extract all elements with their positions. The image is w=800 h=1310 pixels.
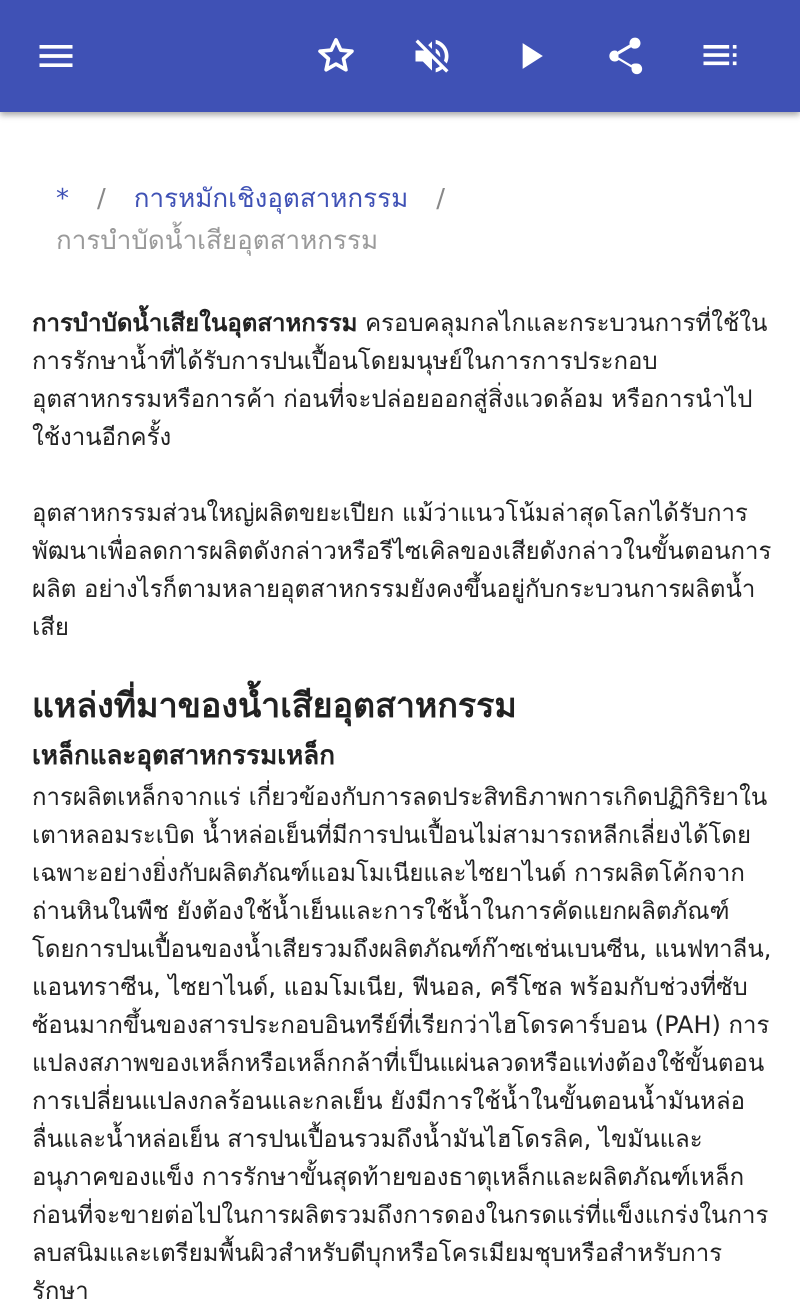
breadcrumb-separator: / <box>436 184 446 214</box>
paragraph: การผลิตเหล็กจากแร่ เกี่ยวข้องกับการลดประสิทธิภาพการเกิดปฏิกิริยาในเตาหลอมระเบิด น้ำหล่อเย็นที่มีการปนเปื้อนไม่สามารถหลีกเลี่ยงได้โดยเฉพาะอย่างยิ่งกับผลิตภัณฑ์แอมโมเนียและไซยาไนด์ การผลิตโค้กจากถ่านหินในพืช ยังต้องใช้น้ำเย็นและการใช้น้ำในการคัดแยกผลิตภัณฑ์ โดยการปนเปื้อนของน้ำเสียรวมถึงผลิตภัณฑ์ก๊าซเช่นเบนซีน, แนฟทาลีน, แอนทราซีน, ไซยาไนด์, แอมโมเนีย, ฟีนอล, ครีโซล พร้อมกับช่วงที่ซับซ้อนมากขึ้นของสารประกอบอินทรีย์ที่เรียกว่าไฮโดรคาร์บอน (PAH) การแปลงสภาพของเหล็กหรือเหล็กกล้าที่เป็นแผ่นลวดหรือแท่งต้องใช้ขั้นตอนการเปลี่ยนแปลงกลร้อนและกลเย็น ยังมีการใช้น้ำในขั้นตอนน้ำมันหล่อลื่นและน้ำหล่อเย็น สารปนเปื้อนรวมถึงน้ำมันไฮโดรลิค, ไขมันและอนุภาคของแข็ง การรักษาขั้นสุดท้ายของธาตุเหล็กและผลิตภัณฑ์เหล็กก่อนที่จะขายต่อไปในการผลิตรวมถึงการดองในกรดแร่ที่แข็งแกร่งในการลบสนิมและเตรียมพื้นผิวสำหรับดีบุกหรือโครเมียมชุบหรือสำหรับการรักษา <box>32 783 772 1305</box>
breadcrumb-current: การบำบัดน้ำเสียอุตสาหกรรม <box>56 226 379 256</box>
star-icon <box>314 34 358 78</box>
app-bar <box>0 0 800 112</box>
favorite-button[interactable] <box>308 28 364 84</box>
breadcrumb-root-link[interactable]: * <box>56 184 69 214</box>
play-icon <box>508 34 552 78</box>
share-button[interactable] <box>596 28 652 84</box>
mute-button[interactable] <box>404 28 460 84</box>
article-title-bold: การบำบัดน้ำเสียในอุตสาหกรรม <box>32 309 358 337</box>
contents-button[interactable] <box>692 28 748 84</box>
menu-icon <box>34 34 78 78</box>
breadcrumb-separator: / <box>97 184 106 214</box>
breadcrumb-parent-link[interactable]: การหมักเชิงอุตสาหกรรม <box>133 184 409 214</box>
section-heading: แหล่งที่มาของน้ำเสียอุตสาหกรรม <box>32 686 517 726</box>
breadcrumb <box>56 178 772 262</box>
article-content <box>32 178 772 1310</box>
share-icon <box>602 34 646 78</box>
subsection-heading: เหล็กและอุตสาหกรรมเหล็ก <box>32 741 335 771</box>
list-icon <box>698 34 742 78</box>
volume-off-icon <box>410 34 454 78</box>
intro-paragraph <box>32 304 772 456</box>
play-button[interactable] <box>502 28 558 84</box>
paragraph: อุตสาหกรรมส่วนใหญ่ผลิตขยะเปียก แม้ว่าแนวโน้มล่าสุดโลกได้รับการพัฒนาเพื่อลดการผลิตดังกล่าวหรือรีไซเคิลของเสียดังกล่าวในขั้นตอนการผลิต อย่างไรก็ตามหลายอุตสาหกรรมยังคงขึ้นอยู่กับกระบวนการผลิตน้ำเสีย <box>32 499 772 641</box>
intro-text: ครอบคลุมกลไกและกระบวนการที่ใช้ในการรักษาน้ำที่ได้รับการปนเปื้อนโดยมนุษย์ในการการประกอบอุตสาหกรรมหรือการค้า ก่อนที่จะปล่อยออกสู่สิ่งแวดล้อม หรือการนำไปใช้งานอีกครั้ง <box>32 309 768 451</box>
menu-button[interactable] <box>28 28 84 84</box>
